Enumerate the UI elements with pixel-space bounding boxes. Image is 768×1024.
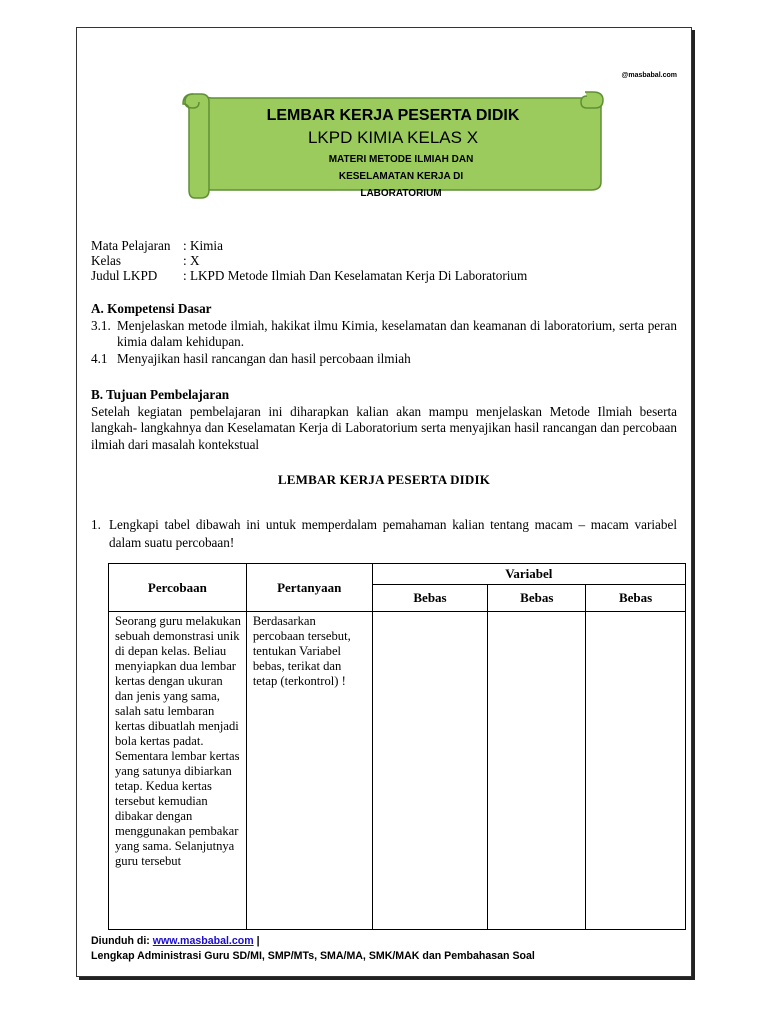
item-number: 4.1 xyxy=(91,350,108,366)
info-label: Judul LKPD xyxy=(91,268,158,283)
info-value: : Kimia xyxy=(183,238,223,253)
item-text: Menyajikan hasil rancangan dan hasil percobaan ilmiah xyxy=(117,350,411,366)
cell-percobaan: Seorang guru melakukan sebuah demonstrasi unik di depan kelas. Beliau menyiapkan dua lembar kertas dengan ukuran dan jenis yang sama, salah satu lembaran kertas dibuatlah menjadi bola kertas padat. Sementara lembar kertas yang satunya dibiarkan tetap. Kedua kertas tersebut kemudian dibakar dengan menggunakan pembakar yang sama. Selanjutnya guru tersebut xyxy=(109,612,247,930)
list-item xyxy=(91,351,677,368)
cell-answer[interactable] xyxy=(488,612,586,930)
footer-line2: Lengkap Administrasi Guru SD/MI, SMP/MTs, SMA/MA, SMK/MAK dan Pembahasan Soal xyxy=(91,950,535,962)
info-row xyxy=(91,268,527,283)
header-pertanyaan: Pertanyaan xyxy=(246,564,372,612)
list-item xyxy=(91,318,677,351)
page-footer xyxy=(91,934,535,964)
header-bebas: Bebas xyxy=(586,585,686,612)
info-label: Mata Pelajaran xyxy=(91,238,171,253)
info-block xyxy=(91,238,527,283)
document-page xyxy=(76,27,692,977)
header-percobaan: Percobaan xyxy=(109,564,247,612)
banner-topic-line1: MATERI METODE ILMIAH DAN KESELAMATAN KERJA DI xyxy=(328,154,474,182)
item-number: 3.1. xyxy=(91,317,111,333)
header-variabel: Variabel xyxy=(372,564,685,585)
info-label: Kelas xyxy=(91,253,122,268)
header-bebas: Bebas xyxy=(488,585,586,612)
title-banner xyxy=(181,90,605,200)
info-row xyxy=(91,238,527,253)
question-item xyxy=(91,516,677,552)
banner-topic xyxy=(301,151,501,202)
item-text: Menjelaskan metode ilmiah, hakikat ilmu Kimia, keselamatan dan keamanan di laboratorium, serta peran kimia dalam kehidupan. xyxy=(117,317,677,349)
info-value: : X xyxy=(183,253,200,268)
variable-table xyxy=(108,563,686,930)
section-kompetensi-dasar xyxy=(91,301,677,367)
footer-suffix: | xyxy=(253,935,260,947)
section-heading: B. Tujuan Pembelajaran xyxy=(91,387,230,402)
question-text: Lengkapi tabel dibawah ini untuk memperdalam pemahaman kalian tentang macam – macam variabel dalam suatu percobaan! xyxy=(109,517,677,550)
footer-prefix: Diunduh di: xyxy=(91,935,153,947)
question-number: 1. xyxy=(91,517,101,532)
watermark: @masbabal.com xyxy=(621,72,677,79)
section-heading: A. Kompetensi Dasar xyxy=(91,301,212,316)
footer-link[interactable]: www.masbabal.com xyxy=(152,935,254,947)
banner-topic-line2: LABORATORIUM xyxy=(360,188,442,199)
info-row xyxy=(91,253,527,268)
info-value: : LKPD Metode Ilmiah Dan Keselamatan Kerja Di Laboratorium xyxy=(183,268,528,283)
cell-pertanyaan: Berdasarkan percobaan tersebut, tentukan Variabel bebas, terikat dan tetap (terkontrol) ! xyxy=(246,612,372,930)
header-bebas: Bebas xyxy=(372,585,488,612)
banner-subtitle: LKPD KIMIA KELAS X xyxy=(307,128,479,147)
banner-title: LEMBAR KERJA PESERTA DIDIK xyxy=(266,107,520,124)
worksheet-title: LEMBAR KERJA PESERTA DIDIK xyxy=(277,472,491,487)
section-paragraph: Setelah kegiatan pembelajaran ini diharapkan kalian akan mampu menjelaskan Metode Ilmiah beserta langkah- langkahnya dan Keselamatan Kerja di Laboratorium serta menyajikan hasil rancangan dan percobaan ilmiah dari masalah kontekstual xyxy=(91,403,677,452)
cell-answer[interactable] xyxy=(372,612,488,930)
cell-answer[interactable] xyxy=(586,612,686,930)
section-tujuan-pembelajaran xyxy=(91,387,677,453)
